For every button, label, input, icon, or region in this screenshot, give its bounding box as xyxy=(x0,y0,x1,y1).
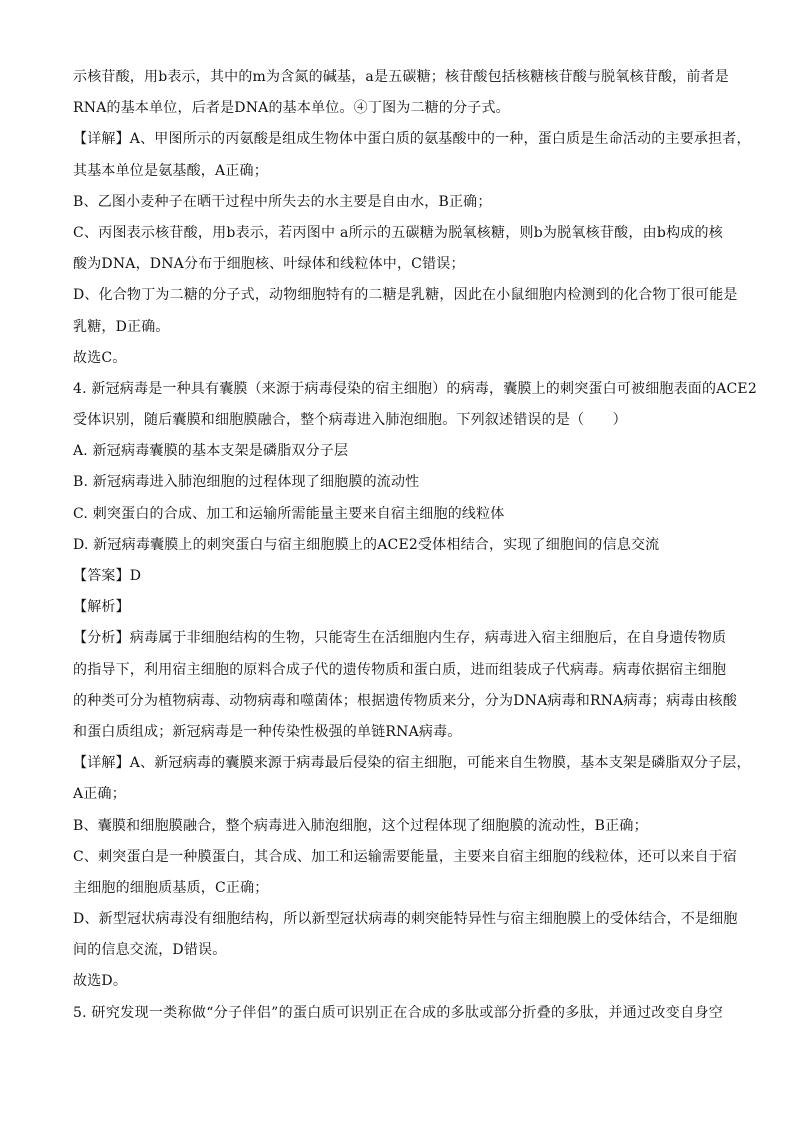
text-line: 其基本单位是氨基酸，A正确； xyxy=(73,162,268,179)
text-line: B、乙图小麦种子在晒干过程中所失去的水主要是自由水，B正确； xyxy=(73,193,492,210)
text-line: B、囊膜和细胞膜融合，整个病毒进入肺泡细胞，这个过程体现了细胞膜的流动性，B正确； xyxy=(73,817,648,834)
text-line: C、丙图表示核苷酸，用b表示，若丙图中 a所示的五碳糖为脱氧核糖，则b为脱氧核苷酸，由b构成的核 xyxy=(73,224,723,241)
text-line: B. 新冠病毒进入肺泡细胞的过程体现了细胞膜的流动性 xyxy=(73,474,420,491)
text-line: A. 新冠病毒囊膜的基本支架是磷脂双分子层 xyxy=(73,443,349,460)
text-line: 的指导下，利用宿主细胞的原料合成子代的遗传物质和蛋白质，进而组装成子代病毒。病毒依据宿主细胞 xyxy=(73,661,727,678)
text-line: 示核苷酸，用b表示，其中的m为含氮的碱基，a是五碳糖；核苷酸包括核糖核苷酸与脱氧核苷酸，前者是 xyxy=(73,69,729,85)
text-line: 间的信息交流，D错误。 xyxy=(73,942,227,959)
text-line: A正确； xyxy=(73,786,126,803)
text-line: C. 刺突蛋白的合成、加工和运输所需能量主要来自宿主细胞的线粒体 xyxy=(73,505,505,522)
text-line: 4. 新冠病毒是一种具有囊膜（来源于病毒侵染的宿主细胞）的病毒，囊膜上的刺突蛋白可被细胞表面的ACE2 xyxy=(73,380,757,397)
text-line: 乳糖，D正确。 xyxy=(73,318,170,335)
text-line: 5. 研究发现一类称做“分子伴侣”的蛋白质可识别正在合成的多肽或部分折叠的多肽，并通过改变自身空 xyxy=(73,1004,723,1021)
text-line: 故选D。 xyxy=(73,973,128,990)
text-line: D. 新冠病毒囊膜上的刺突蛋白与宿主细胞膜上的ACE2受体相结合，实现了细胞间的信息交流 xyxy=(73,536,660,553)
text-line: 和蛋白质组成；新冠病毒是一种传染性极强的单链RNA病毒。 xyxy=(73,723,462,740)
text-line: 【详解】A、甲图所示的丙氨酸是组成生物体中蛋白质的氨基酸中的一种，蛋白质是生命活动的主要承担者， xyxy=(73,131,751,148)
text-line: D、化合物丁为二糖的分子式，动物细胞特有的二糖是乳糖，因此在小鼠细胞内检测到的化合物丁很可能是 xyxy=(73,287,738,304)
text-line: 受体识别，随后囊膜和细胞膜融合，整个病毒进入肺泡细胞。下列叙述错误的是（ ） xyxy=(73,412,627,429)
text-line: 【答案】D xyxy=(73,568,142,584)
text-line: RNA的基本单位，后者是DNA的基本单位。④丁图为二糖的分子式。 xyxy=(73,100,510,117)
text-line: 的种类可分为植物病毒、动物病毒和噬菌体；根据遗传物质来分，分为DNA病毒和RNA病毒；病毒由核酸 xyxy=(73,692,738,709)
text-line: C、刺突蛋白是一种膜蛋白，其合成、加工和运输需要能量，主要来自宿主细胞的线粒体，还可以来自于宿 xyxy=(73,848,738,865)
text-line: 故选C。 xyxy=(73,349,127,366)
text-line: D、新型冠状病毒没有细胞结构，所以新型冠状病毒的刺突能特异性与宿主细胞膜上的受体结合，不是细胞 xyxy=(73,911,738,928)
text-line: 主细胞的细胞质基质，C正确； xyxy=(73,879,269,896)
document-page xyxy=(73,62,757,1029)
text-line: 【解析】 xyxy=(73,599,130,616)
text-line: 【分析】病毒属于非细胞结构的生物，只能寄生在活细胞内生存，病毒进入宿主细胞后，在自身遗传物质 xyxy=(73,630,727,647)
text-line: 【详解】A、新冠病毒的囊膜来源于病毒最后侵染的宿主细胞，可能来自生物膜，基本支架是磷脂双分子层， xyxy=(73,755,751,772)
text-line: 酸为DNA，DNA分布于细胞核、叶绿体和线粒体中，C错误； xyxy=(73,256,465,273)
